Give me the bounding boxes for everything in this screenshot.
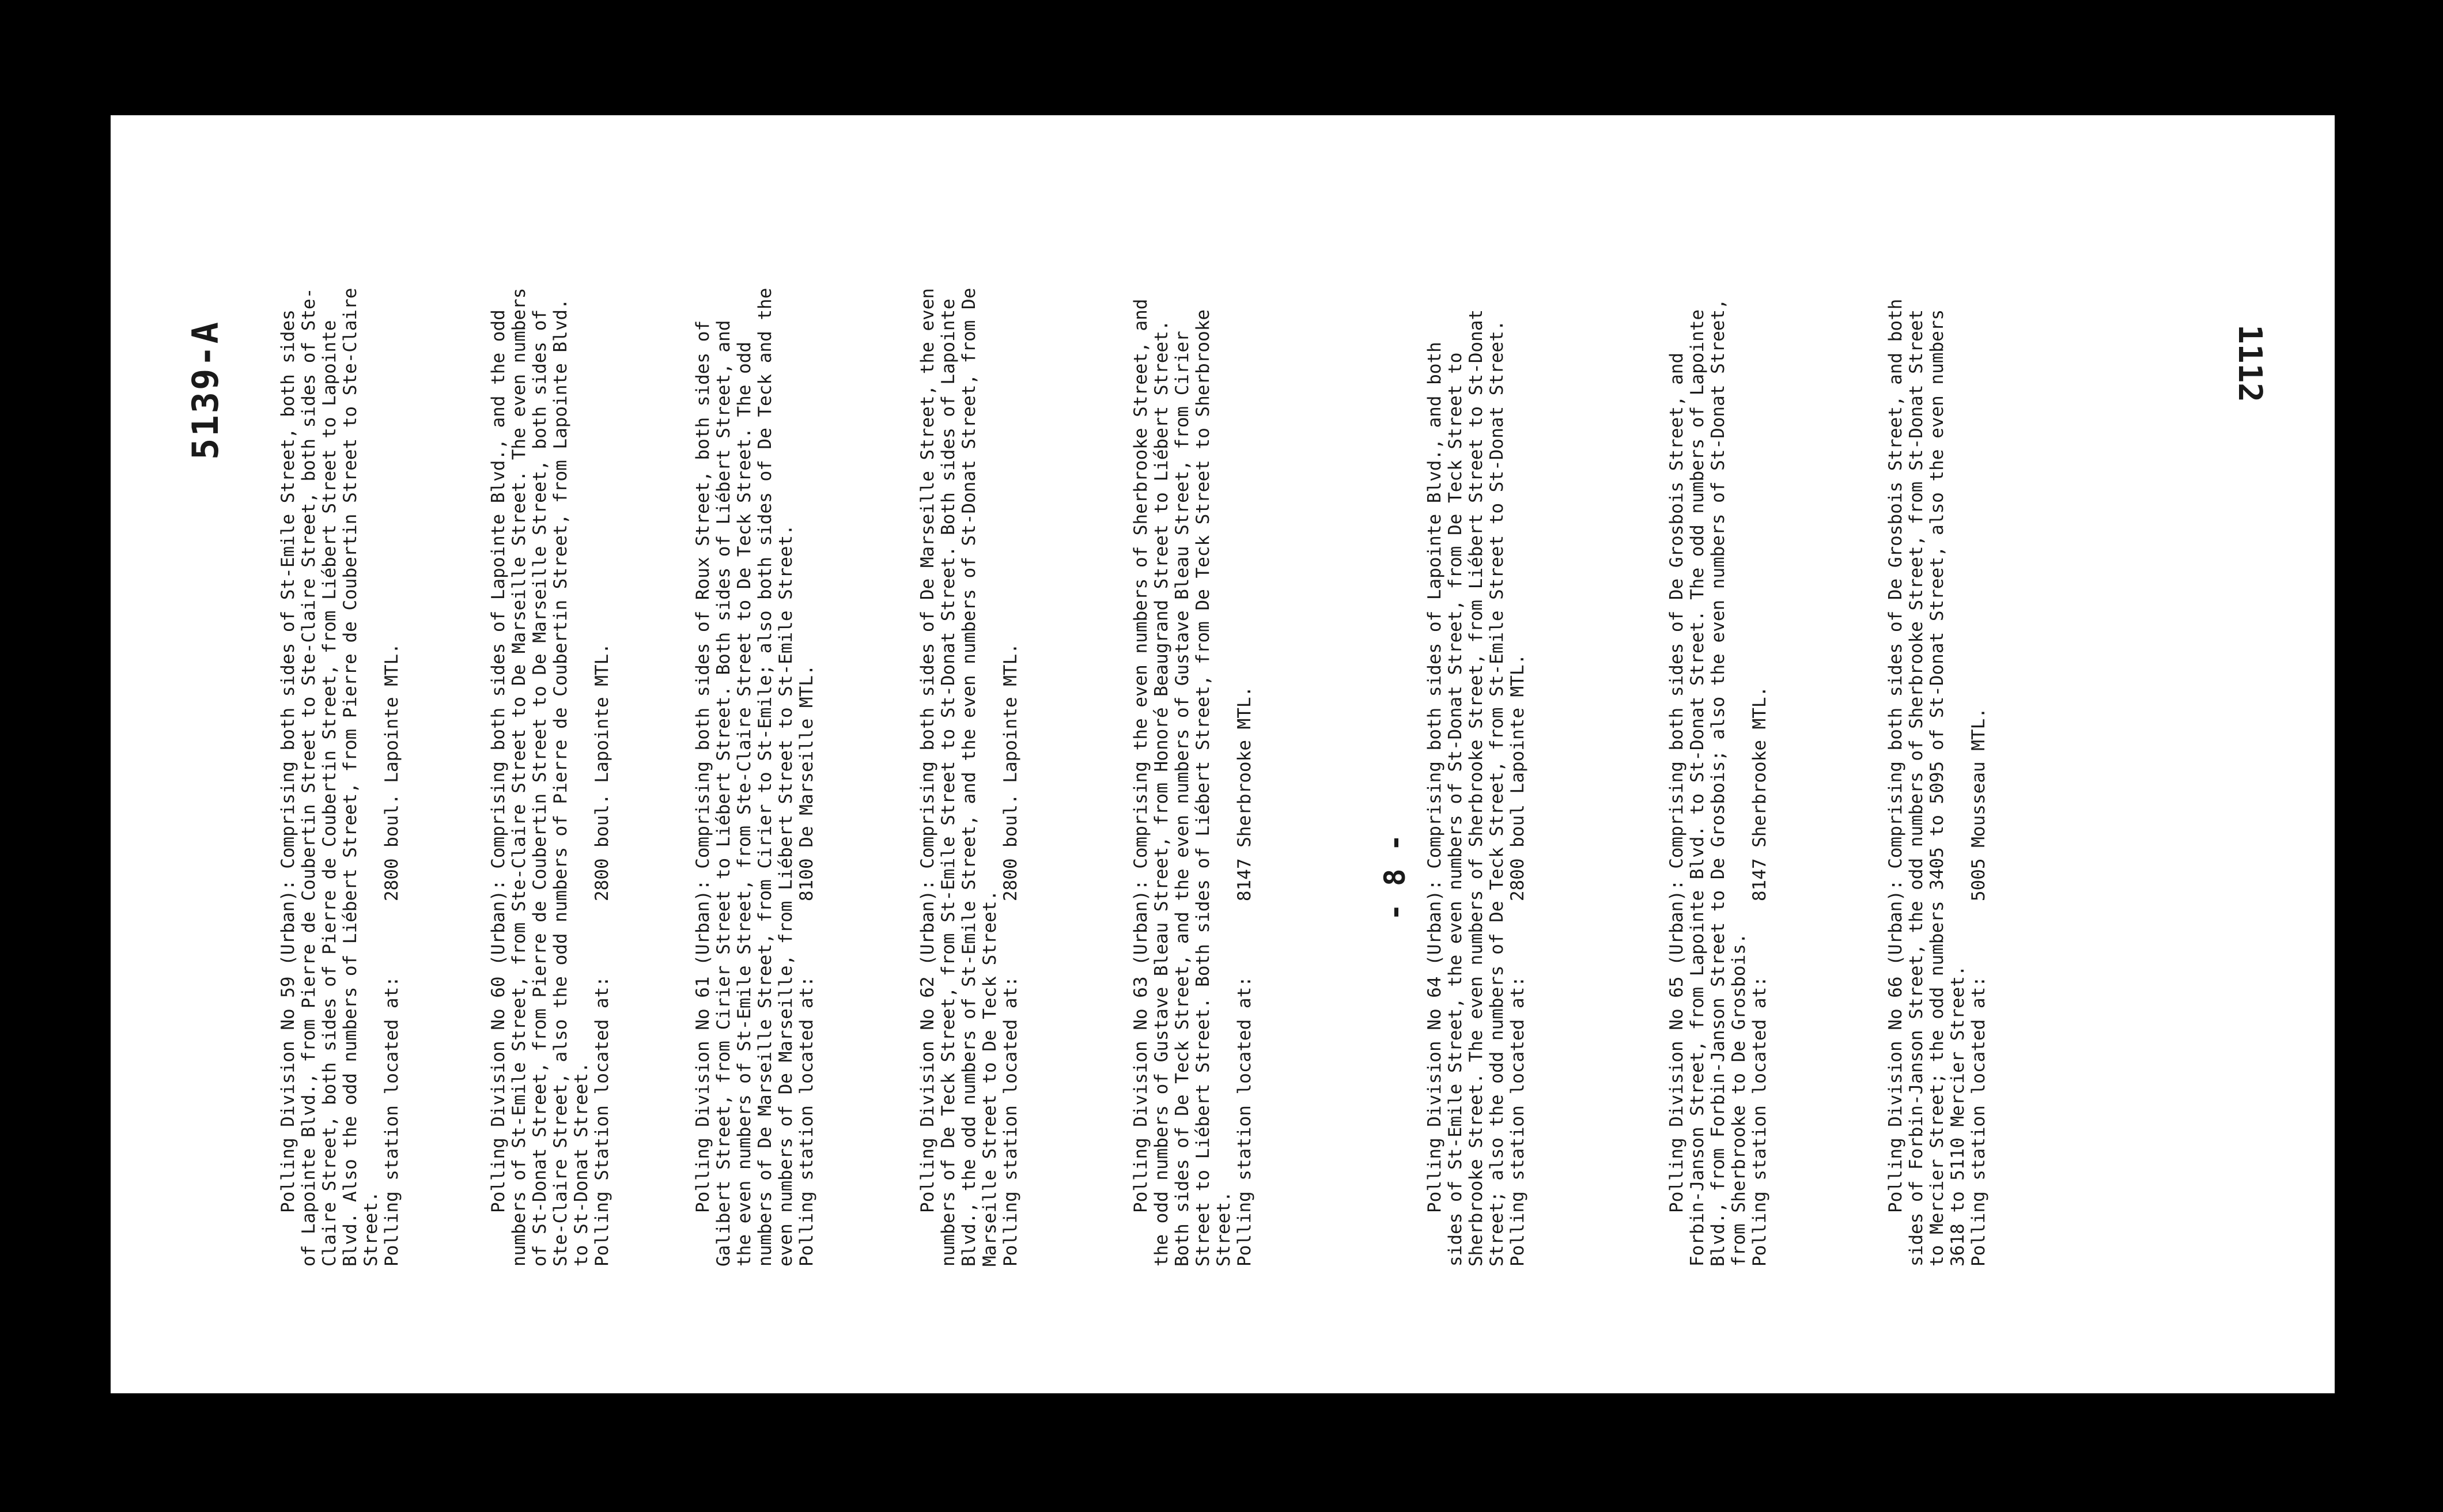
- division-text: Polling Division No 62 (Urban): Comprising both sides of De Marseille Street, the even numbers of De Teck Street, from St-Emile Street to St-Donat Street. Both sides of Lapointe Blvd., the odd numbers of St-Emile Street, and the even numbers of St-Donat Street, from De Marseille Street to De Teck Street.: [917, 288, 1000, 1267]
- polling-station-line: [796, 287, 817, 1267]
- station-label: Polling Station located at:: [592, 976, 612, 1267]
- station-address: 8147 Sherbrooke MTL.: [1234, 686, 1255, 902]
- polling-station-line: [1234, 287, 1255, 1267]
- station-address: 2800 boul. Lapointe MTL.: [1000, 643, 1021, 902]
- division-text: Polling Division No 63 (Urban): Comprising the even numbers of Sherbrooke Street, and the odd numbers of Gustave Bleau Street, from Honoré Beaugrand Street to Liébert Street. Both sides of De Teck Street, and the even numbers of Gustave Bleau Street, from Cirier Street to Liébert Street. Both sides of Liébert Street, from De Teck Street to Sherbrooke Street.: [1130, 298, 1234, 1267]
- polling-station-line: [1968, 287, 1989, 1267]
- station-label: Polling station located at:: [1749, 976, 1770, 1267]
- side-code-label: 1112: [2231, 324, 2268, 402]
- station-label: Polling station located at:: [1507, 976, 1528, 1267]
- document-page: [111, 115, 2335, 1393]
- station-address: 5005 Mousseau MTL.: [1968, 708, 1989, 902]
- division-text: Polling Division No 59 (Urban): Comprising both sides of St-Emile Street, both sides of Lapointe Blvd., from Pierre de Coubertin Street to Ste-Claire Street, both sides of Ste-Claire Street, both sides of Pierre de Coubertin Street, from Liébert Street to Lapointe Blvd. Also the odd numbers of Liébert Street, from Pierre de Coubertin Street to Ste-Claire Street.: [278, 288, 381, 1267]
- station-address: 2800 boul. Lapointe MTL.: [592, 643, 612, 902]
- station-label: Polling station located at:: [1968, 976, 1989, 1267]
- page-number: - 8 -: [1378, 834, 1412, 921]
- station-label: Polling station located at:: [381, 976, 402, 1267]
- station-label: Polling station located at:: [1000, 976, 1021, 1267]
- polling-station-line: [1000, 287, 1021, 1267]
- division-text: Polling Division No 65 (Urban): Comprising both sides of De Grosbois Street, and Forbin-Janson Street, from Lapointe Blvd. to St-Donat Street. The odd numbers of Lapointe Blvd., from Forbin-Janson Street to De Grosbois; also the even numbers of St-Donat Street, from Sherbrooke to De Grosbois.: [1666, 298, 1749, 1267]
- rotated-content: [111, 115, 2335, 1393]
- station-label: Polling station located at:: [1234, 976, 1255, 1267]
- station-label: Polling station located at:: [796, 976, 817, 1267]
- division-text: Polling Division No 66 (Urban): Comprising both sides of De Grosbois Street, and both sides of Forbin-Janson Street, the odd numbers of Sherbrooke Street, from St-Donat Street to Mercier Street; the odd numbers 3405 to 5095 of St-Donat Street, also the even numbers 3618 to 5110 Mercier Street.: [1885, 298, 1968, 1267]
- polling-division-60: [488, 287, 612, 1267]
- page-id-label: 5139-A: [184, 320, 226, 460]
- station-address: 8100 De Marseille MTL.: [796, 664, 817, 902]
- polling-division-64: [1424, 287, 1528, 1267]
- station-address: 2800 boul. Lapointe MTL.: [381, 643, 402, 902]
- polling-division-63: [1130, 287, 1255, 1267]
- division-text: Polling Division No 61 (Urban): Comprising both sides of Roux Street, both sides of Galibert Street, from Cirier Street to Liébert Street. Both sides of Liébert Street, and the even numbers of St-Emile Street, from Ste-Claire Street to De Teck Street. The odd numbers of De Marseille Street, from Cirier to St-Emile; also both sides of De Teck and the even numbers of De Marseille, from Liébert Street to St-Emile Street.: [693, 288, 796, 1267]
- polling-division-61: [693, 287, 817, 1267]
- polling-division-59: [278, 287, 402, 1267]
- polling-division-65: [1666, 287, 1770, 1267]
- division-text: Polling Division No 64 (Urban): Comprising both sides of Lapointe Blvd., and both sides of St-Emile Street, the even numbers of St-Donat Street, from De Teck Street to Sherbrooke Street. The even numbers of Sherbrooke Street, from Liébert Street to St-Donat Street; also the odd numbers of De Teck Street, from St-Emile Street to St-Donat Street.: [1424, 309, 1507, 1267]
- polling-division-62: [917, 287, 1021, 1267]
- station-address: 2800 boul Lapointe MTL.: [1507, 653, 1528, 902]
- station-address: 8147 Sherbrooke MTL.: [1749, 686, 1770, 902]
- polling-station-line: [381, 287, 402, 1267]
- division-text: Polling Division No 60 (Urban): Comprising both sides of Lapointe Blvd., and the odd numbers of St-Emile Street, from Ste-Claire Street to De Marseille Street. The even numbers of St-Donat Street, from Pierre de Coubertin Street to De Marseille Street, both sides of Ste-Claire Street, also the odd numbers of Pierre de Coubertin Street, from Lapointe Blvd. to St-Donat Street.: [488, 288, 592, 1267]
- polling-station-line: [592, 287, 612, 1267]
- polling-division-66: [1885, 287, 1989, 1267]
- polling-station-line: [1749, 287, 1770, 1267]
- polling-station-line: [1507, 287, 1528, 1267]
